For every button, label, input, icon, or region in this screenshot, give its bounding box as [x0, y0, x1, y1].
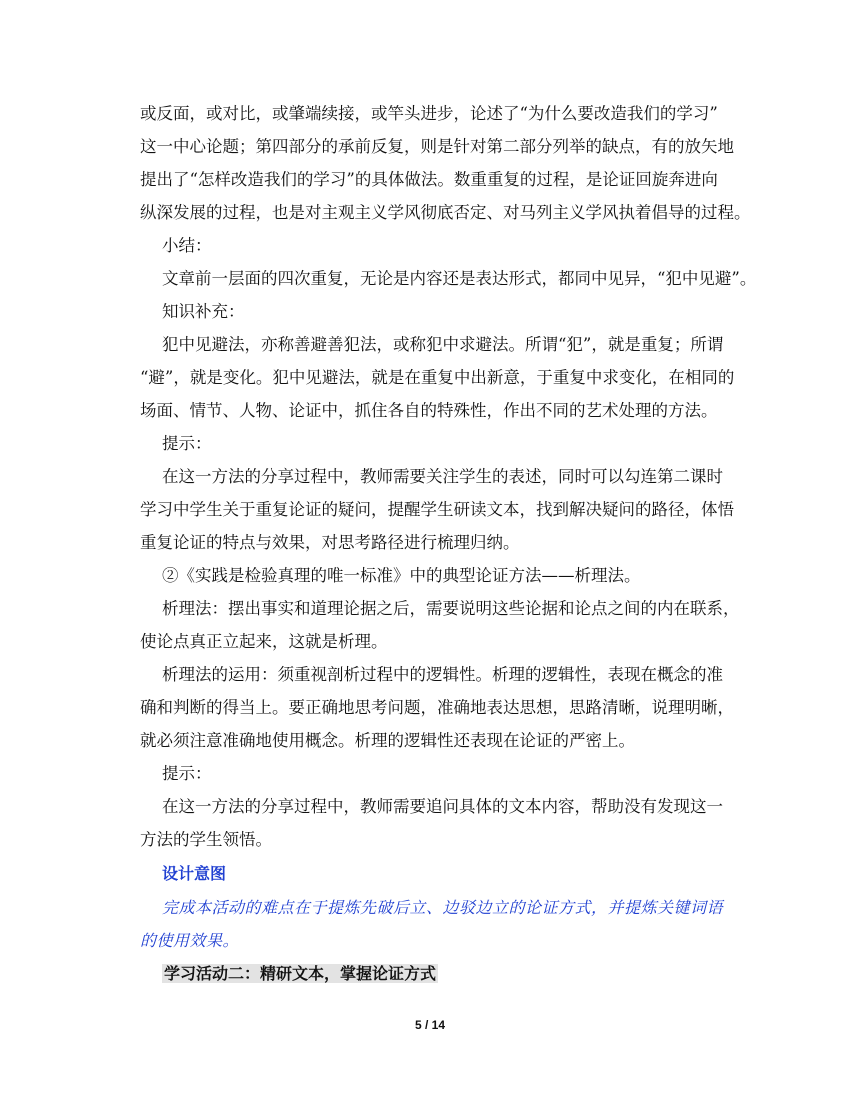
summary-text: 文章前一层面的四次重复，无论是内容还是表达形式，都同中见异，“犯中见避”。 — [162, 269, 757, 288]
paragraph-line: 纵深发展的过程，也是对主观主义学风彻底否定、对马列主义学风执着倡导的过程。 — [140, 203, 751, 222]
tip-label: 提示： — [162, 434, 212, 453]
paragraph-line: 重复论证的特点与效果，对思考路径进行梳理归纳。 — [140, 533, 520, 552]
paragraph-line: 使论点真正立起来，这就是析理。 — [140, 632, 388, 651]
paragraph-line: 就必须注意准确地使用概念。析理的逻辑性还表现在论证的严密上。 — [140, 731, 635, 750]
summary-label: 小结： — [162, 236, 212, 255]
design-intent-text: 的使用效果。 — [140, 931, 240, 950]
design-intent-text: 完成本活动的难点在于提炼先破后立、边驳边立的论证方式，并提炼关键词语 — [162, 898, 724, 917]
paragraph-line: 犯中见避法，亦称善避善犯法，或称犯中求避法。所谓“犯”，就是重复；所谓 — [162, 335, 724, 354]
paragraph-line: 确和判断的得当上。要正确地思考问题，准确地表达思想，思路清晰，说理明晰， — [140, 698, 734, 717]
page-number: 5 / 14 — [414, 1018, 446, 1032]
paragraph-line: 析理法：摆出事实和道理论据之后，需要说明这些论据和论点之间的内在联系， — [162, 599, 740, 618]
activity-heading-line — [162, 957, 762, 990]
paragraph-line: 提出了“怎样改造我们的学习”的具体做法。数重重复的过程，是论证回旋奔进向 — [140, 170, 718, 189]
tip-label: 提示： — [162, 764, 212, 783]
paragraph-line: 学习中学生关于重复论证的疑问，提醒学生研读文本，找到解决疑问的路径，体悟 — [140, 500, 734, 519]
design-intent-heading: 设计意图 — [162, 864, 227, 883]
paragraph-line: “避”，就是变化。犯中见避法，就是在重复中出新意，于重复中求变化，在相同的 — [140, 368, 735, 387]
knowledge-label: 知识补充： — [162, 302, 245, 321]
method-title: ②《实践是检验真理的唯一标准》中的典型论证方法——析理法。 — [162, 566, 641, 585]
paragraph-line: 在这一方法的分享过程中，教师需要追问具体的文本内容，帮助没有发现这一 — [162, 797, 723, 816]
paragraph-line: 在这一方法的分享过程中，教师需要关注学生的表述，同时可以勾连第二课时 — [162, 467, 723, 486]
paragraph-line: 方法的学生领悟。 — [140, 830, 272, 849]
activity-heading: 学习活动二：精研文本，掌握论证方式 — [164, 964, 437, 983]
paragraph-line: 析理法的运用：须重视剖析过程中的逻辑性。析理的逻辑性，表现在概念的准 — [162, 665, 723, 684]
paragraph-line: 这一中心论题；第四部分的承前反复，则是针对第二部分列举的缺点，有的放矢地 — [140, 137, 734, 156]
paragraph-line: 或反面，或对比，或肇端续接，或竿头进步，论述了“为什么要改造我们的学习” — [140, 104, 718, 123]
paragraph-line: 场面、情节、人物、论证中，抓住各自的特殊性，作出不同的艺术处理的方法。 — [140, 401, 718, 420]
